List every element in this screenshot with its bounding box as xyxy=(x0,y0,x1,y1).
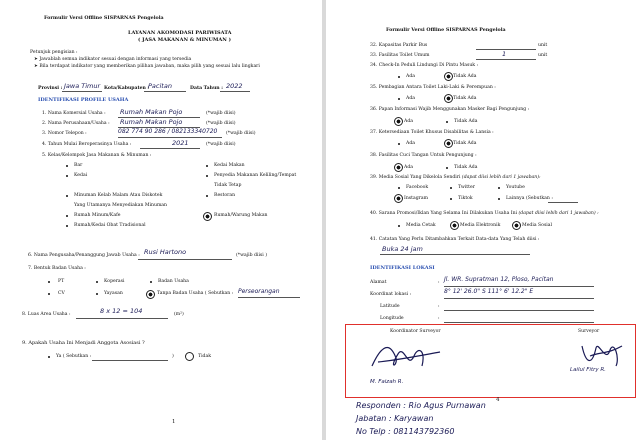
coord-surveyor-label: Koordinator Surveyor xyxy=(390,329,441,334)
opt-badan-usaha: Badan Usaha xyxy=(158,279,189,284)
instruction-1: ➤ Jawablah semua indikator sesuai dengan informasi yang tersedia xyxy=(34,57,192,62)
form-header: Formulir Versi Offline SISPARNAS Pengelola xyxy=(44,15,164,21)
instructions-label: Petunjuk pengisian : xyxy=(30,50,78,55)
opt-penyedia-2: Tidak Tetap xyxy=(214,183,242,188)
opt-rumah-minum: Rumah Minum/Kafe xyxy=(74,213,121,218)
opt-kedai-makan: Kedai Makan xyxy=(214,163,245,168)
q34-tidak-ada-selected[interactable] xyxy=(444,72,453,81)
opt-pt: PT xyxy=(58,279,65,284)
q2-label: 2. Nama Perusahaan/Usaha : xyxy=(42,121,110,126)
q8-value: 8 x 12 = 104 xyxy=(100,307,143,315)
respondent-note: Responden : Rio Agus Purnawan xyxy=(356,401,486,410)
form-header: Formulir Versi Offline SISPARNAS Pengelola xyxy=(386,27,506,33)
q4-value: 2021 xyxy=(172,139,189,147)
opt-media-sosial-selected[interactable] xyxy=(512,221,521,230)
q3-required: (*wajib diisi) xyxy=(226,131,256,136)
alamat-value: Jl. WR. Supratman 12, Ploso, Pacitan xyxy=(444,276,554,283)
opt-tiktok: Tiktok xyxy=(458,196,473,201)
q40-label: 40. Sarana Promosi/Iklan Yang Selama Ini Dilakukan Usaha Ini (dapat diisi lebih dari 1 jawaban) : xyxy=(370,211,599,216)
form-page-1: Formulir Versi Offline SISPARNAS Pengelola LAYANAN AKOMODASI PARIWISATA ( JASA MAKANAN & MINUMAN ) Petunjuk pengisian : ➤ Jawablah semua indikator sesuai dengan informasi yang tersedia ➤ Bila terdapat indikator yang memberikan pilihan jawaban, maka pilih yang sesuai lalu lingkari Provinsi : Jawa Timur Kota/Kabupaten : Pacitan Data Tahun : 2022 IDENTIFIKASI PROFILE USAHA 1. Nama Komersial Usaha : Rumah Makan Pojo (*wajib diisi) 2. Nama Perusahaan/Usaha : Rumah Makan Pojo (*wajib diisi) 3. Nomor Telepon : 082 774 90 286 / 082133340720 (*wajib diisi) 4. Tahun Mulai Beroperasinya Usaha : 2021 (*wajib diisi) 5. Kelas/Kelompok Jasa Makanan & Minuman : Bar Kedai Kedai Makan Penyedia Makanan Keliling/Tempat Tidak Tetap Restoran Minuman Kelab Malam Atau Diskotek Yang Utamanya Menyediakan Minuman Rumah Minum/Kafe Rumah/Warung Makan Rumah/Kedai Obat Tradisional 6. Nama Pengusaha/Penanggung Jawab Usaha : Rusi Hartono (*wajib diisi ) 7. Bentuk Badan Usaha : PT Koperasi Badan Usaha CV Yayasan Tanpa Badan Usaha ( Sebutkan : Perseorangan 8. Luas Area Usaha : 8 x 12 = 104 (m²) 9. Apakah Usaha Ini Menjadi Anggota Asosiasi ? Ya ( Sebutkan : ) Tidak 1 xyxy=(0,0,322,440)
form-title: LAYANAN AKOMODASI PARIWISATA xyxy=(128,30,232,36)
q35-tidak-ada-selected[interactable] xyxy=(444,94,453,103)
q34-tidak-ada: Tidak Ada xyxy=(453,74,477,79)
opt-facebook: Facebook xyxy=(406,185,429,190)
opt-ya: Ya ( Sebutkan : xyxy=(56,354,92,359)
city-value: Pacitan xyxy=(148,82,172,90)
opt-rumah-warung-selected[interactable] xyxy=(203,212,212,221)
q6-label: 6. Nama Pengusaha/Penanggung Jawab Usaha : xyxy=(28,253,140,258)
q7-label: 7. Bentuk Badan Usaha : xyxy=(28,266,86,271)
city-label: Kota/Kabupaten : xyxy=(104,86,150,91)
surveyor-name: Lailul Fitry R. xyxy=(570,367,606,373)
longitude-label: Longitude xyxy=(380,316,404,321)
opt-kedai-trad: Rumah/Kedai Obat Tradisional xyxy=(74,223,146,228)
q36-tidak-ada: Tidak Ada xyxy=(454,119,478,124)
opt-instagram: Instagram xyxy=(404,196,428,201)
q35-tidak-ada: Tidak Ada xyxy=(453,96,477,101)
q36-ada-selected[interactable] xyxy=(394,117,403,126)
opt-cv: CV xyxy=(58,291,65,296)
q34-ada: Ada xyxy=(406,74,415,79)
opt-media-elektronik-selected[interactable] xyxy=(450,221,459,230)
q41-value: Buka 24 jam xyxy=(382,245,423,253)
q37-tidak-ada-selected[interactable] xyxy=(444,139,453,148)
q33-value: 1 xyxy=(502,50,507,58)
province-label: Provinsi : xyxy=(38,86,63,91)
opt-lainnya: Lainnya (Sebutkan : xyxy=(506,196,553,201)
q1-label: 1. Nama Komersial Usaha : xyxy=(42,111,106,116)
opt-media-sosial: Media Sosial xyxy=(522,223,552,228)
opt-media-cetak: Media Cetak xyxy=(406,223,436,228)
section-profile: IDENTIFIKASI PROFILE USAHA xyxy=(38,97,129,103)
opt-twitter: Twitter xyxy=(458,185,475,190)
job-note: Jabatan : Karyawan xyxy=(356,414,434,423)
q3-label: 3. Nomor Telepon : xyxy=(42,131,87,136)
q38-ada: Ada xyxy=(404,165,413,170)
opt-tanpa-value: Perseorangan xyxy=(238,288,280,295)
q33-label: 33. Fasilitas Toilet Umum xyxy=(370,53,430,58)
q8-unit: (m²) xyxy=(174,312,184,317)
q6-value: Rusi Hartono xyxy=(144,248,187,256)
q2-required: (*wajib diisi) xyxy=(206,121,236,126)
form-page-4: Formulir Versi Offline SISPARNAS Pengelola 32. Kapasitas Parkir Bus unit 33. Fasilitas Toilet Umum 1 unit 34. Check-In Peduli Lindungi Di Pintu Masuk : Ada Tidak Ada 35. Pembagian Antara Toilet Laki-Laki & Perempuan : Ada Tidak Ada 36. Papan Informasi Wajib Menggunakan Masker Bagi Pengunjung : Ada Tidak Ada 37. Ketersediaan Toilet Khusus Disabilitas & Lansia : Ada Tidak Ada 38. Fasilitas Cuci Tangan Untuk Pengunjung : Ada Tidak Ada 39. Media Sosial Yang Dikelola Sendiri (dapat diisi lebih dari 1 jawaban): Facebook Twitter Youtube Instagram Tiktok Lainnya (Sebutkan : 40. Sarana Promosi/Iklan Yang Selama Ini Dilakukan Usaha Ini (dapat diisi lebih dari 1 jawaban) : Media Cetak Media Elektronik Media Sosial 41. Catatan Yang Perlu Ditambahkan Terkait Data-data Yang Telah diisi : Buka 24 jam IDENTIFIKASI LOKASI Alamat : Jl. WR. Supratman 12, Ploso, Pacitan Koordinat lokasi : 8° 12' 26.0" S 111° 6' 12.2" E Latitude : Longitude : Koordinator Surveyor Surveyor M. Faizah R. Lailul Fitry R. 4 Responden : Rio Agus Purnawan Jabatan : Karyawan No Telp : 081143792360 xyxy=(326,0,640,440)
opt-tanpa-badan: Tanpa Badan Usaha ( Sebutkan : xyxy=(157,291,234,296)
alamat-label: Alamat xyxy=(370,280,387,285)
q35-label: 35. Pembagian Antara Toilet Laki-Laki & Perempuan : xyxy=(370,85,496,90)
q32-unit: unit xyxy=(538,43,548,48)
page-number: 4 xyxy=(496,397,500,403)
phone-note: No Telp : 081143792360 xyxy=(356,427,455,436)
opt-koperasi: Koperasi xyxy=(104,279,125,284)
page-number: 1 xyxy=(172,419,176,425)
opt-yayasan: Yayasan xyxy=(104,291,123,296)
q37-label: 37. Ketersediaan Toilet Khusus Disabilitas & Lansia : xyxy=(370,130,494,135)
q5-label: 5. Kelas/Kelompok Jasa Makanan & Minuman : xyxy=(42,153,152,158)
opt-restoran: Restoran xyxy=(214,193,236,198)
q33-unit: unit xyxy=(538,53,548,58)
q4-required: (*wajib diisi) xyxy=(206,142,236,147)
coord-surveyor-signature xyxy=(368,336,448,376)
q34-label: 34. Check-In Peduli Lindungi Di Pintu Masuk : xyxy=(370,63,479,68)
q38-ada-selected[interactable] xyxy=(394,163,403,172)
q9-label: 9. Apakah Usaha Ini Menjadi Anggota Asosiasi ? xyxy=(22,340,145,346)
opt-rumah-warung: Rumah/Warung Makan xyxy=(214,213,268,218)
latitude-label: Latitude xyxy=(380,304,400,309)
q37-tidak-ada: Tidak Ada xyxy=(453,141,477,146)
opt-kedai: Kedai xyxy=(74,173,88,178)
q2-value: Rumah Makan Pojo xyxy=(120,118,183,126)
q6-required: (*wajib diisi ) xyxy=(236,253,268,258)
opt-instagram-selected[interactable] xyxy=(394,194,403,203)
q1-value: Rumah Makan Pojo xyxy=(120,108,183,116)
province-value: Jawa Timur xyxy=(64,82,101,90)
opt-youtube: Youtube xyxy=(506,185,525,190)
section-location: IDENTIFIKASI LOKASI xyxy=(370,265,435,271)
q39-label: 39. Media Sosial Yang Dikelola Sendiri (dapat diisi lebih dari 1 jawaban): xyxy=(370,175,541,180)
opt-bar: Bar xyxy=(74,163,83,168)
q1-required: (*wajib diisi) xyxy=(206,111,236,116)
opt-penyedia: Penyedia Makanan Keliling/Tempat xyxy=(214,173,297,178)
opt-minuman: Minuman Kelab Malam Atau Diskotek xyxy=(74,193,163,198)
koordinat-value: 8° 12' 26.0" S 111° 6' 12.2" E xyxy=(444,288,534,295)
q36-label: 36. Papan Informasi Wajib Menggunakan Masker Bagi Pengunjung : xyxy=(370,107,530,112)
opt-media-elektronik: Media Elektronik xyxy=(460,223,501,228)
q41-label: 41. Catatan Yang Perlu Ditambahkan Terkait Data-data Yang Telah diisi : xyxy=(370,237,540,242)
year-value: 2022 xyxy=(226,82,243,90)
opt-tidak: Tidak xyxy=(198,354,211,359)
q3-value: 082 774 90 286 / 082133340720 xyxy=(118,128,218,135)
q35-ada: Ada xyxy=(406,96,415,101)
form-subtitle: ( JASA MAKANAN & MINUMAN ) xyxy=(138,37,231,43)
q37-ada: Ada xyxy=(406,141,415,146)
surveyor-label: Surveyor xyxy=(578,329,600,334)
q4-label: 4. Tahun Mulai Beroperasinya Usaha : xyxy=(42,142,132,147)
year-label: Data Tahun : xyxy=(190,86,223,91)
q32-label: 32. Kapasitas Parkir Bus xyxy=(370,43,428,48)
q38-label: 38. Fasilitas Cuci Tangan Untuk Pengunjung : xyxy=(370,153,477,158)
q38-tidak-ada: Tidak Ada xyxy=(454,165,478,170)
opt-tanpa-badan-selected[interactable] xyxy=(146,290,155,299)
instruction-2: ➤ Bila terdapat indikator yang memberikan pilihan jawaban, maka pilih yang sesuai lalu lingkari xyxy=(34,64,260,69)
opt-tidak-selected[interactable] xyxy=(185,352,194,361)
coord-surveyor-name: M. Faizah R. xyxy=(370,379,404,385)
koordinat-label: Koordinat lokasi : xyxy=(370,292,412,297)
q36-ada: Ada xyxy=(404,119,413,124)
opt-minuman-2: Yang Utamanya Menyediakan Minuman xyxy=(74,203,168,208)
q8-label: 8. Luas Area Usaha : xyxy=(22,312,71,317)
